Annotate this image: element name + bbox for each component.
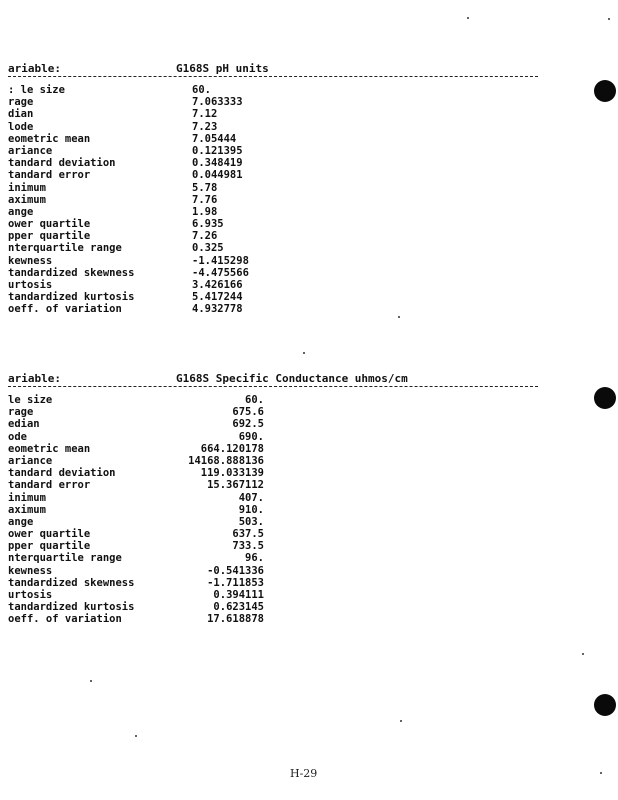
statistic-row (8, 279, 548, 291)
statistic-row (8, 145, 548, 157)
statistic-row (8, 613, 548, 625)
statistic-row (8, 291, 548, 303)
statistic-label: kewness (8, 564, 53, 577)
header-rule (8, 76, 538, 77)
statistic-value: 407. (238, 491, 264, 504)
statistic-row (8, 565, 548, 577)
statistic-row (8, 255, 548, 267)
statistic-label: eometric mean (8, 442, 91, 455)
statistic-value: 910. (238, 503, 264, 516)
statistic-value: 675.6 (232, 406, 264, 419)
statistic-row (8, 601, 548, 613)
statistic-label: tandard error (8, 479, 91, 492)
statistic-row (8, 540, 548, 552)
statistics-block-conductance (8, 372, 548, 626)
statistic-value: -0.541336 (207, 564, 264, 577)
statistic-label: inimum (8, 181, 46, 194)
statistic-value: 7.23 (192, 120, 218, 133)
statistic-label: tandard error (8, 169, 91, 182)
statistic-row (8, 455, 548, 467)
statistic-value: 15.367112 (207, 479, 264, 492)
statistic-value: -1.415298 (192, 254, 249, 267)
statistic-value: 17.618878 (207, 613, 264, 626)
scan-speck (135, 735, 137, 737)
variable-name: G168S Specific Conductance uhmos/cm (176, 372, 408, 385)
statistic-row (8, 552, 548, 564)
variable-label: ariable: (8, 62, 61, 75)
statistic-label: inimum (8, 491, 46, 504)
statistic-label: ower quartile (8, 218, 91, 231)
statistic-label: le size (8, 394, 53, 406)
statistic-value: -1.711853 (207, 576, 264, 589)
statistics-block-ph (8, 62, 548, 316)
punch-hole (594, 387, 616, 409)
statistic-label: urtosis (8, 279, 53, 291)
statistic-row (8, 303, 548, 315)
statistic-row (8, 182, 548, 194)
statistics-list (8, 84, 548, 316)
statistic-label: edian (8, 418, 40, 431)
scan-speck (600, 772, 602, 774)
statistic-value: 733.5 (232, 540, 264, 553)
statistic-row (8, 577, 548, 589)
header-rule (8, 386, 538, 387)
statistic-label: pper quartile (8, 540, 91, 553)
statistic-value: 503. (238, 515, 264, 528)
statistic-row (8, 406, 548, 418)
statistic-value: 0.623145 (213, 601, 264, 614)
statistic-row (8, 267, 548, 279)
statistic-value: 14168.888136 (188, 454, 264, 467)
scan-speck (467, 17, 469, 19)
statistic-value: 5.78 (192, 181, 218, 194)
statistic-row (8, 528, 548, 540)
scan-speck (400, 720, 402, 722)
statistic-label: oeff. of variation (8, 613, 122, 626)
statistic-row (8, 242, 548, 254)
statistic-row (8, 516, 548, 528)
statistic-row (8, 504, 548, 516)
statistic-label: tandardized kurtosis (8, 291, 135, 304)
page-number: H-29 (290, 767, 318, 780)
scan-speck (303, 352, 305, 354)
statistic-value: 96. (245, 552, 264, 565)
statistic-row (8, 589, 548, 601)
variable-label: ariable: (8, 372, 61, 385)
statistic-label: aximum (8, 193, 46, 206)
statistic-row (8, 169, 548, 181)
statistics-list (8, 394, 548, 626)
statistic-value: 0.348419 (192, 157, 243, 170)
statistic-label: tandardized kurtosis (8, 601, 135, 614)
statistic-row (8, 479, 548, 491)
statistic-value: 0.394111 (213, 589, 264, 601)
statistic-value: 692.5 (232, 418, 264, 431)
statistic-value: 7.05444 (192, 132, 237, 145)
statistic-label: tandard deviation (8, 157, 116, 170)
statistic-label: ange (8, 205, 34, 218)
statistic-row (8, 418, 548, 430)
statistic-label: rage (8, 96, 34, 109)
statistic-value: 3.426166 (192, 279, 243, 291)
statistic-value: 0.121395 (192, 144, 243, 157)
statistic-row (8, 492, 548, 504)
statistic-row (8, 157, 548, 169)
statistic-label: ode (8, 430, 27, 443)
statistic-row (8, 133, 548, 145)
statistic-label: ariance (8, 454, 53, 467)
scan-speck (582, 653, 584, 655)
statistic-value: 5.417244 (192, 291, 243, 304)
statistic-value: 690. (238, 430, 264, 443)
scan-speck (398, 316, 400, 318)
statistic-value: 664.120178 (200, 442, 264, 455)
statistic-value: 60. (192, 84, 211, 96)
statistic-row (8, 218, 548, 230)
statistic-label: ariance (8, 144, 53, 157)
statistic-value: 7.063333 (192, 96, 243, 109)
statistic-value: 637.5 (232, 528, 264, 541)
statistic-label: lode (8, 120, 34, 133)
statistic-label: : le size (8, 84, 65, 96)
statistic-value: 7.76 (192, 193, 218, 206)
statistic-label: ower quartile (8, 528, 91, 541)
statistic-label: oeff. of variation (8, 303, 122, 316)
statistic-row (8, 108, 548, 120)
statistic-label: tandardized skewness (8, 266, 135, 279)
statistic-value: 1.98 (192, 205, 218, 218)
statistic-value: 7.12 (192, 108, 218, 121)
statistic-label: aximum (8, 503, 46, 516)
statistic-row (8, 431, 548, 443)
statistic-label: kewness (8, 254, 53, 267)
statistic-label: tandard deviation (8, 467, 116, 480)
statistic-row (8, 206, 548, 218)
statistic-value: 0.325 (192, 242, 224, 255)
statistic-row (8, 84, 548, 96)
statistic-value: -4.475566 (192, 266, 249, 279)
statistic-row (8, 96, 548, 108)
statistic-value: 0.044981 (192, 169, 243, 182)
statistic-label: ange (8, 515, 34, 528)
statistic-label: dian (8, 108, 34, 121)
statistic-label: urtosis (8, 589, 53, 601)
statistic-value: 60. (245, 394, 264, 406)
variable-header (8, 62, 548, 80)
scan-speck (608, 18, 610, 20)
statistic-label: nterquartile range (8, 242, 122, 255)
statistic-row (8, 121, 548, 133)
statistic-row (8, 443, 548, 455)
statistic-label: pper quartile (8, 230, 91, 243)
variable-header (8, 372, 548, 390)
statistic-label: rage (8, 406, 34, 419)
statistic-label: tandardized skewness (8, 576, 135, 589)
punch-hole (594, 80, 616, 102)
statistic-value: 4.932778 (192, 303, 243, 316)
statistic-value: 6.935 (192, 218, 224, 231)
statistic-value: 7.26 (192, 230, 218, 243)
scan-speck (90, 680, 92, 682)
statistic-value: 119.033139 (200, 467, 264, 480)
statistic-label: eometric mean (8, 132, 91, 145)
statistic-row (8, 194, 548, 206)
statistic-row (8, 230, 548, 242)
statistic-label: nterquartile range (8, 552, 122, 565)
punch-hole (594, 694, 616, 716)
statistic-row (8, 394, 548, 406)
statistic-row (8, 467, 548, 479)
variable-name: G168S pH units (176, 62, 269, 75)
